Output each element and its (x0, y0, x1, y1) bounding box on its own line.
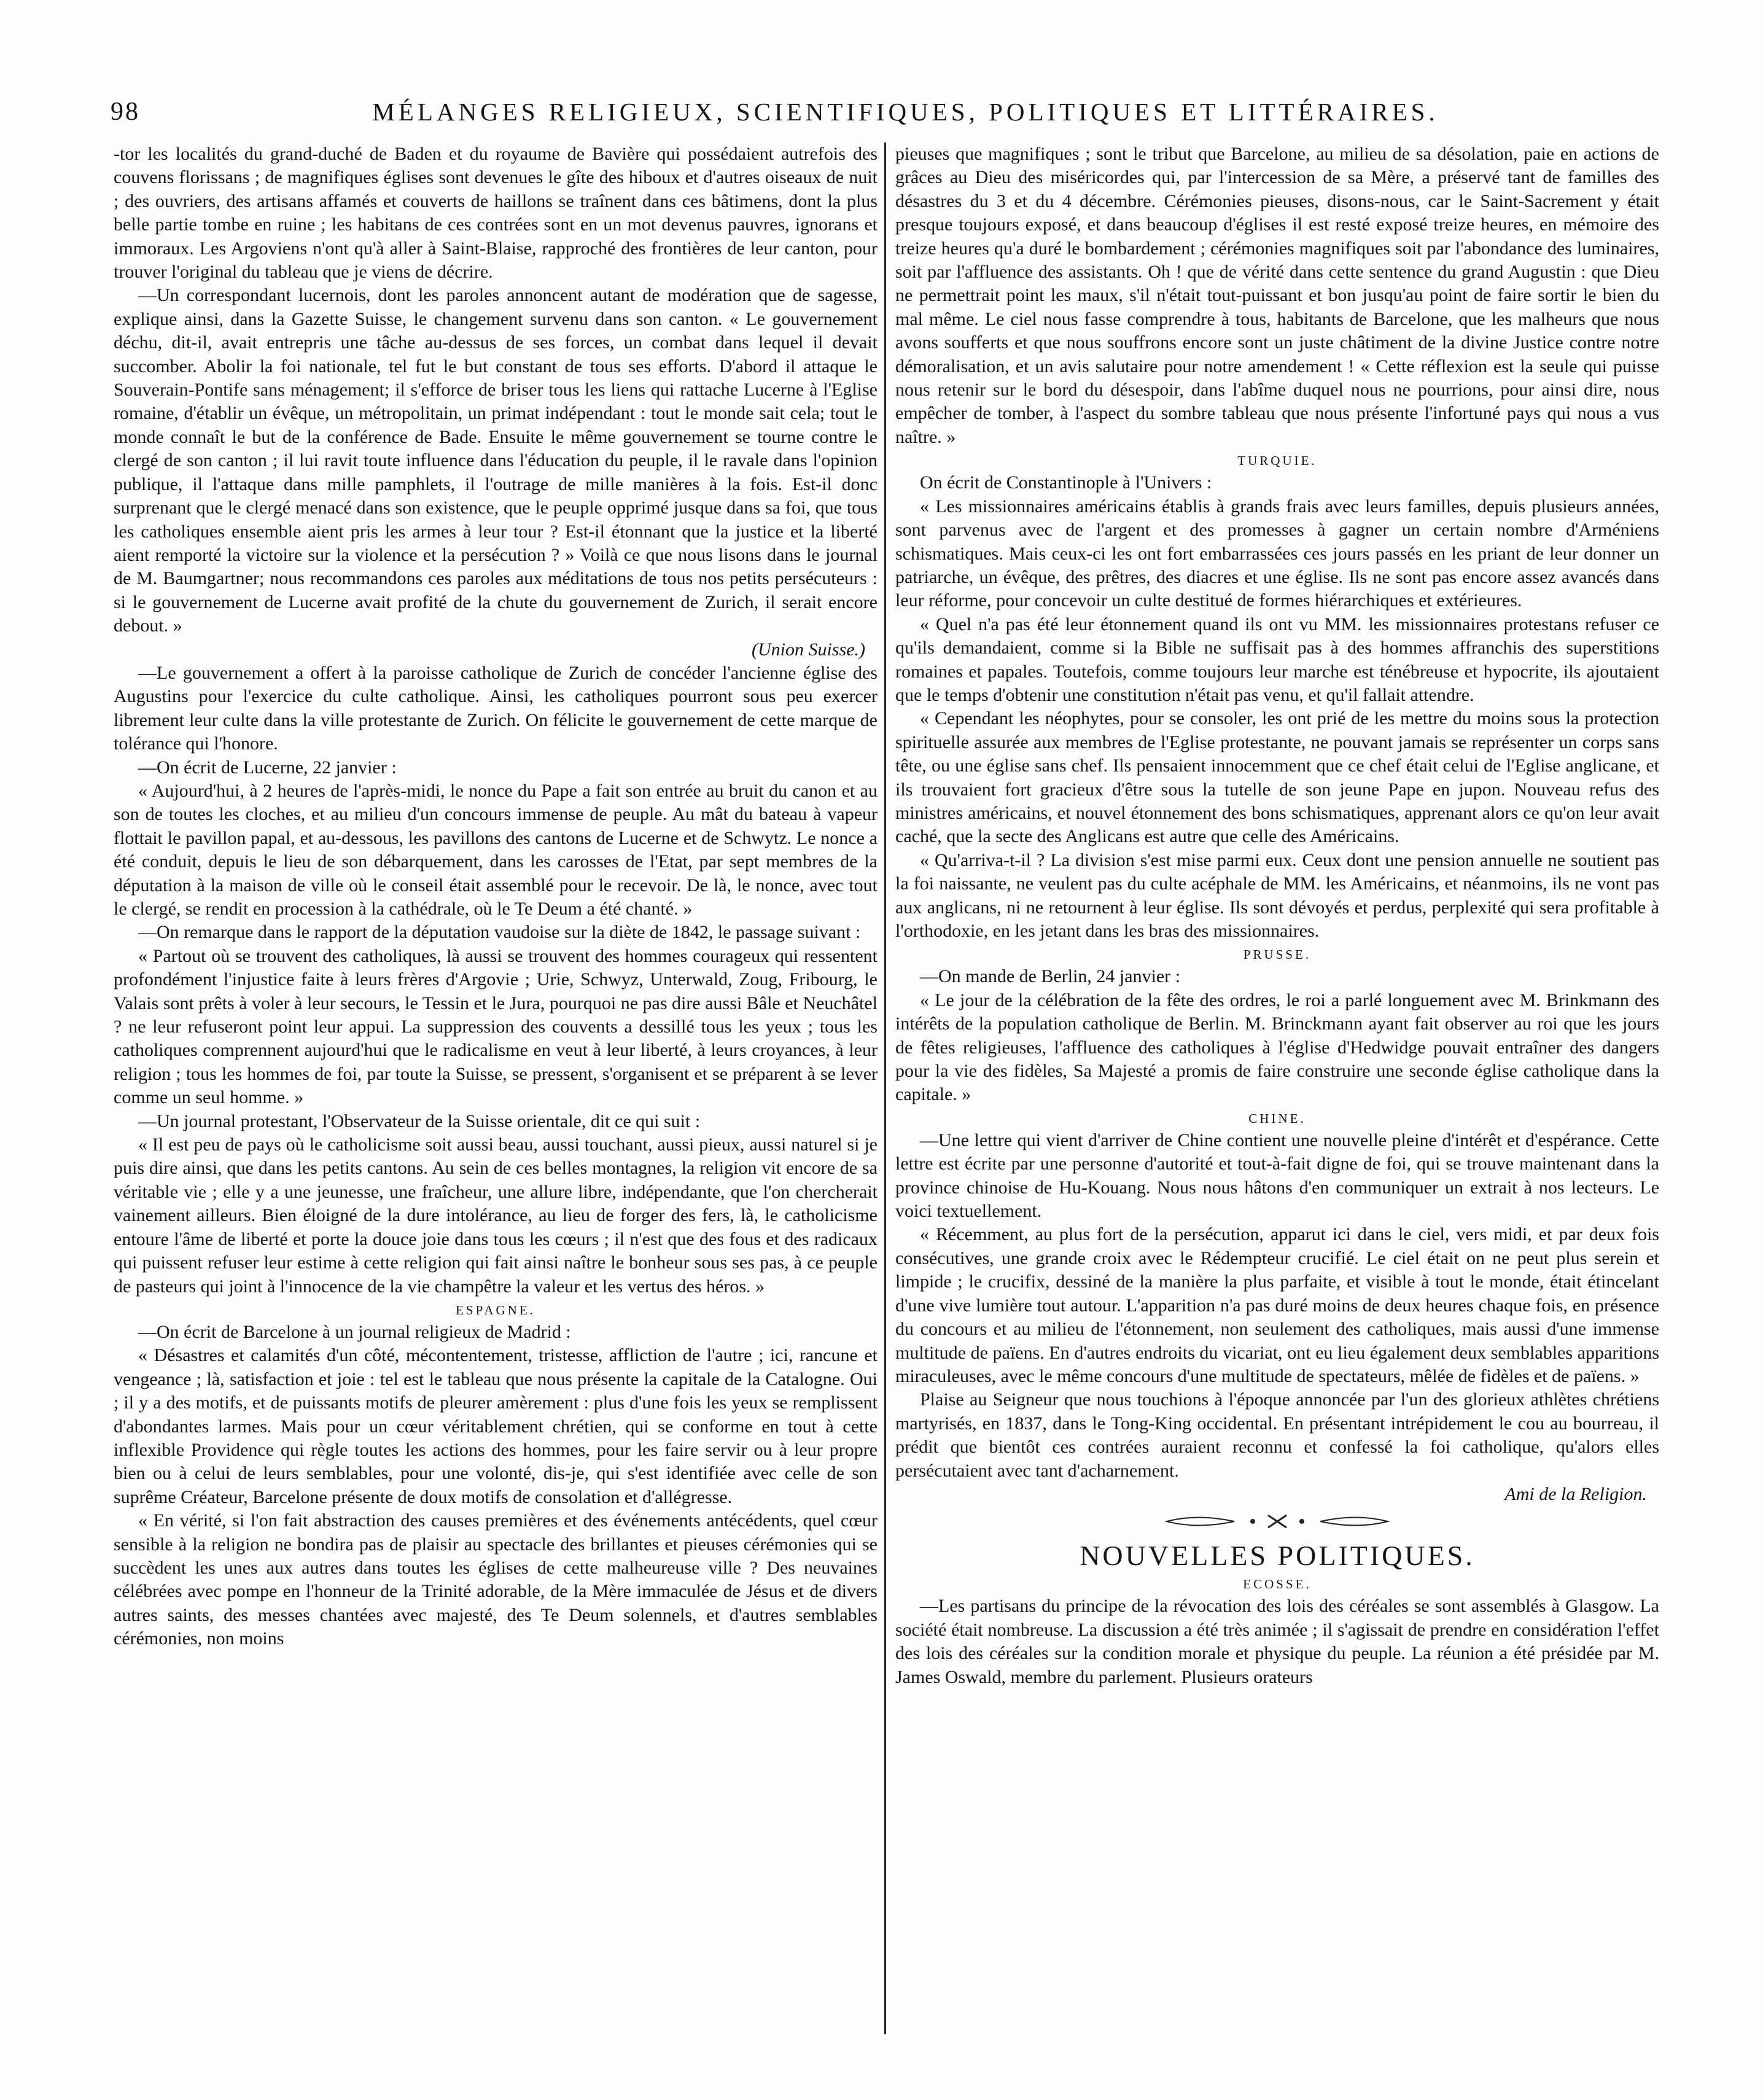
paragraph-glasgow: —Les partisans du principe de la révocation des lois des céréales se sont assemblés à Glasgow. La société était nombreuse. La discussion a été très animée ; il s'agissait de prendre en considération l'effet des lois des céréales sur la condition morale et physique du peuple. La réunion a été présidée par M. James Oswald, membre du parlement. Plusieurs orateurs (895, 1596, 1659, 1687)
column-divider (884, 142, 886, 2034)
paragraph-vaud-report: —On remarque dans le rapport de la députation vaudoise sur la diète de 1842, le passage suivant : (138, 922, 861, 943)
page-header (111, 97, 1657, 140)
paragraph-barcelone-intro: —On écrit de Barcelone à un journal religieux de Madrid : (138, 1321, 571, 1342)
page-number: 98 (111, 98, 140, 126)
paragraph-barcelone-disasters: « Désastres et calamités d'un côté, mécontentement, tristesse, affliction de l'autre ; ici, rancune et vengeance ; là, satisfaction et joie : tel est le tableau que nous présente la capitale de la Catalogne. Oui ; il y a des motifs, et de puissants motifs de pleurer amèrement : plus d'une fois les yeux se remplissent d'abondantes larmes. Mais pour un cœur véritablement chrétien, qui se conforme en tout à cette inflexible Providence qui règle toutes les actions des hommes, pour les faire servir ou à leur propre bien ou à celui de leurs semblables, pour une volonté, dis-je, qui s'est identifiée avec celle de son suprême Créateur, Barcelone présente de doux motifs de consolation et d'allégresse. (114, 1345, 878, 1507)
paragraph-division: « Qu'arriva-t-il ? La division s'est mise parmi eux. Ceux dont une pension annuelle ne soutient pas la foi naissante, ne veulent pas du culte acéphale de MM. les Américains, et néanmoins, ils ne vont pas aux anglicans, ni ne retournent à leur église. Ils sont dévoyés et perdus, perplexité qui sera profitable à l'orthodoxie, en les jetant dans les bras des missionnaires. (895, 849, 1659, 941)
paragraph-missionaries-refusal: « Quel n'a pas été leur étonnement quand ils ont vu MM. les missionnaires protestans refuser ce qu'ils demandaient, comme si la Bible ne suffisait pas à des hommes affranchis des superstitions romaines et papales. Toutefois, comme toujours leur marche est ténébreuse et hypocrite, ils ajoutaient que le temps d'obtenir une constitution n'était pas venu, et qu'il fallait attendre. (895, 614, 1659, 705)
paragraph-observateur: —Un journal protestant, l'Observateur de la Suisse orientale, dit ce qui suit : (138, 1111, 701, 1131)
source-union-suisse: (Union Suisse.) (752, 639, 865, 660)
paragraph-baden: -tor les localités du grand-duché de Baden et du royaume de Bavière qui possédaient autrefois des couvens florissans ; de magnifiques églises sont devenues le gîte des hiboux et d'autres oiseaux de nuit ; des ouvriers, des artisans affamés et couverts de haillons se traînent dans ces bâtimens, dont la plus belle partie tombe en ruine ; les habitans de ces contrées sont en un mot devenus pauvres, ignorans et immoraux. Les Argoviens n'ont qu'à aller à Saint-Blaise, rapproché des frontières de leur canton, pour trouver l'original du tableau que je viens de décrire. (114, 144, 878, 283)
paragraph-catholics-quote: « Partout où se trouvent des catholiques, là aussi se trouvent des hommes courageux qui ressentent profondément l'injustice faite à leurs frères d'Argovie ; Urie, Schwyz, Unterwald, Zoug, Fribourg, le Valais sont prêts à voler à leur secours, le Tessin et le Jura, pourquoi ne pas dire aussi Bâle et Neuchâtel ? ne leur refuseront point leur appui. La suppression des couvents a dessillé tous les yeux ; tous les catholiques comprennent aujourd'hui que le radicalisme en veut à leur liberté, à leurs croyances, à leur religion ; tous les hommes de foi, par toute la Suisse, se pressent, s'organisent et se préparent à se lever comme un seul homme. » (114, 945, 878, 1108)
paragraph-tong-king: Plaise au Seigneur que nous touchions à l'époque annoncée par l'un des glorieux athlètes chrétiens martyrisés, en 1837, dans le Tong-King occidental. En présentant intrépidement le cou au bourreau, il prédit que bientôt ces contrées auraient reconnu et confessé la foi catholique, qu'alors elles persécutaient avec tant d'acharnement. (895, 1389, 1659, 1481)
paragraph-berlin-date: —On mande de Berlin, 24 janvier : (920, 966, 1181, 987)
section-heading-chine: CHINE. (1248, 1111, 1306, 1126)
paragraph-lucerne-date: —On écrit de Lucerne, 22 janvier : (138, 757, 397, 778)
section-heading-prusse: PRUSSE. (1243, 947, 1312, 962)
running-title: MÉLANGES RELIGIEUX, SCIENTIFIQUES, POLITIQUES ET LITTÉRAIRES. (372, 98, 1439, 126)
paragraph-zurich-church: —Le gouvernement a offert à la paroisse catholique de Zurich de concéder l'ancienne église des Augustins pour l'exercice du culte catholique. Ainsi, les catholiques pourront sous peu exercer librement leur culte dans la ville protestante de Zurich. On félicite le gouvernement de cette marque de tolérance qui l'honore. (114, 662, 878, 754)
left-column (114, 142, 878, 1651)
paragraph-constantinople: On écrit de Constantinople à l'Univers : (920, 472, 1212, 493)
right-column (895, 142, 1659, 1689)
paragraph-china-apparition: « Récemment, au plus fort de la persécution, apparut ici dans le ciel, vers midi, et par deux fois consécutives, une grande croix avec le Rédempteur crucifié. Le ciel était on ne peut plus serein et limpide ; le crucifix, dessiné de la manière la plus parfaite, et visible à tout le monde, était étincelant d'une vive lumière tout autour. L'apparition n'a pas duré moins de deux heures chaque fois, en présence du concours et au milieu de l'étonnement, non seulement des catholiques, mais aussi d'une immense multitude de païens. En d'autres endroits du vicariat, ont eu lieu également deux semblables apparitions miraculeuses, avec le même concours d'une multitude de spectateurs, mêlée de fidèles et de païens. » (895, 1224, 1659, 1386)
paragraph-nonce-entry: « Aujourd'hui, à 2 heures de l'après-midi, le nonce du Pape a fait son entrée au bruit du canon et au son de toutes les cloches, et au milieu d'un concours immense de peuple. Au mât du bateau à vapeur flottait le pavillon papal, et au-dessous, les pavillons des cantons de Lucerne et de Schwytz. Le nonce a été conduit, depuis le lieu de son débarquement, dans les carosses de l'Etat, par sept membres de la députation à la maison de ville où le conseil était assemblé pour le recevoir. De là, le nonce, avec tout le clergé, se rendit en procession à la cathédrale, où le Te Deum a été chanté. » (114, 780, 878, 919)
paragraph-missionaries: « Les missionnaires américains établis à grands frais avec leurs familles, depuis plusieurs années, sont parvenus avec de l'argent et des promesses à gagner un certain nombre d'Arméniens schismatiques. Mais ceux-ci les ont fort embarrassées ces jours passés en les priant de leur donner un patriarche, un évêque, des prêtres, des diacres et une église. Ils ne sont pas encore assez avancés dans leur réforme, pour concevoir un culte destitué de formes hiérarchiques et extérieures. (895, 496, 1659, 611)
paragraph-barcelone-ceremonies: « En vérité, si l'on fait abstraction des causes premières et des événements antécédents, quel cœur sensible à la religion ne bondira pas de plaisir au spectacle des brillantes et pieuses cérémonies qui se succèdent les unes aux autres dans toutes les églises de cette malheureuse ville ? Des neuvaines célébrées avec pompe en l'honneur de la Trinité adorable, de la Mère immaculée de Jésus et de divers autres saints, des messes chantées avec majesté, des Te Deum solennels, et d'autres semblables cérémonies, non moins (114, 1510, 878, 1649)
paragraph-barcelone-continued: pieuses que magnifiques ; sont le tribut que Barcelone, au milieu de sa désolation, paie en actions de grâces au Dieu des miséricordes qui, par l'intercession de sa Mère, a préservé tant de familles des désastres du 3 et du 4 décembre. Cérémonies pieuses, disons-nous, car le Saint-Sacrement y était presque toujours exposé, et dans beaucoup d'églises il est resté exposé treize heures, en mémoire des treize heures qu'a duré le bombardement ; cérémonies magnifiques soit par l'abondance des luminaires, soit par l'affluence des assistants. Oh ! que de vérité dans cette sentence du grand Augustin : que Dieu ne permettrait point les maux, s'il n'était tout-puissant et bon jusqu'au point de faire sortir le bien du mal même. Le ciel nous fasse comprendre à tous, habitants de Barcelone, que les malheurs que nous avons soufferts et que nous souffrons encore sont un juste châtiment de la divine Justice contre notre démoralisation, et un avis salutaire pour notre amendement ! « Cette réflexion est la seule qui puisse nous retenir sur le bord du désespoir, dans l'abîme duquel nous ne pourrions, pour ainsi dire, nous empêcher de tomber, à l'aspect du sombre tableau que nous présente l'infortuné pays qui nous a vus naître. » (895, 144, 1659, 447)
paragraph-china-letter: —Une lettre qui vient d'arriver de Chine contient une nouvelle pleine d'intérêt et d'espérance. Cette lettre est écrite par une personne d'autorité et tout-à-fait digne de foi, qui se trouve maintenant dans la province chinoise de Hu-Kouang. Nous nous hâtons d'en communiquer un extrait à nos lecteurs. Le voici textuellement. (895, 1130, 1659, 1222)
source-ami-de-la-religion: Ami de la Religion. (1504, 1483, 1647, 1504)
section-heading-espagne: ESPAGNE. (456, 1302, 535, 1317)
paragraph-neophytes: « Cependant les néophytes, pour se consoler, les ont prié de les mettre du moins sous la protection spirituelle assurée aux membres de l'Eglise protestante, ne pouvant jamais se représenter un corps sans tête, ou une église sans chef. Ils pensaient innocemment que ce chef était celui de l'Eglise anglicane, et ils trouvaient fort gracieux d'être sous la tutelle de son jeune Pape en jupon. Nouveau refus des ministres américains, et nouvel étonnement des bons schismatiques, apprenant alors ce qu'on leur avait caché, que la secte des Anglicans est autre que celle des Américains. (895, 708, 1659, 847)
ornamental-rule (1161, 1512, 1394, 1531)
paragraph-small-cantons: « Il est peu de pays où le catholicisme soit aussi beau, aussi touchant, aussi pieux, aussi naturel si je puis dire ainsi, que dans les petits cantons. Au sein de ces belles montagnes, la religion vit encore de sa véritable vie ; elle y a une jeunesse, une fraîcheur, une allure libre, indépendante, que l'on chercherait vainement ailleurs. Bien éloigné de la dure intolérance, au lieu de forger des fers, là, le catholicisme entoure l'âme de liberté et porte la douce joie dans tous les cœurs ; il n'est que des fous et des radicaux qui puissent refuser leur estime à cette religion qui fait ainsi naître le bonheur sous ses pas, à ce peuple de pasteurs qui joint à l'innocence de la vie champêtre la valeur et les vertus des héros. » (114, 1134, 878, 1297)
paragraph-berlin-king: « Le jour de la célébration de la fête des ordres, le roi a parlé longuement avec M. Brinkmann des intérêts de la population catholique de Berlin. M. Brinckmann ayant fait observer au roi que les jours de fêtes religieuses, l'affluence des catholiques à l'église d'Hedwidge pouvait entraîner des dangers pour la vie des fidèles, Sa Majesté a promis de faire construire une seconde église catholique dans la capitale. » (895, 989, 1659, 1105)
paragraph-lucerne-correspondent: —Un correspondant lucernois, dont les paroles annoncent autant de modération que de sagesse, explique ainsi, dans la Gazette Suisse, le changement survenu dans son canton. « Le gouvernement déchu, dit-il, avait entrepris une tâche au-dessus de ses forces, un combat dans lequel il devait succomber. Abolir la foi nationale, tel fut le but constant de tous ses efforts. D'abord il attaque le Souverain-Pontife sans ménagement; il s'efforce de briser tous les liens qui rattache Lucerne à l'Eglise romaine, d'établir un évêque, un métropolitain, un primat indépendant : tout le monde sait cela; tout le monde connaît le but de la conférence de Bade. Ensuite le même gouvernement se tourne contre le clergé de son canton ; il lui ravit toute influence dans l'éducation du peuple, il le ravale dans l'opinion publique, il l'attaque dans mille pamphlets, il l'outrage de mille manières à la fois. Est-il donc surprenant que le clergé menacé dans son existence, que le peuple opprimé jusque dans sa foi, que tous les catholiques ensemble aient pris les armes à leur tour ? Est-il étonnant que la justice et la liberté aient remporté la victoire sur la violence et la persécution ? » Voilà ce que nous lisons dans le journal de M. Baumgartner; nous recommandons ces paroles aux méditations de tous nos petits persécuteurs : si le gouvernement de Lucerne avait profité de la chute du gouvernement de Zurich, il serait encore debout. » (114, 285, 878, 636)
section-heading-ecosse: ECOSSE. (1243, 1577, 1312, 1592)
section-heading-turquie: TURQUIE. (1237, 453, 1317, 469)
heading-nouvelles-politiques: NOUVELLES POLITIQUES. (1080, 1540, 1475, 1572)
